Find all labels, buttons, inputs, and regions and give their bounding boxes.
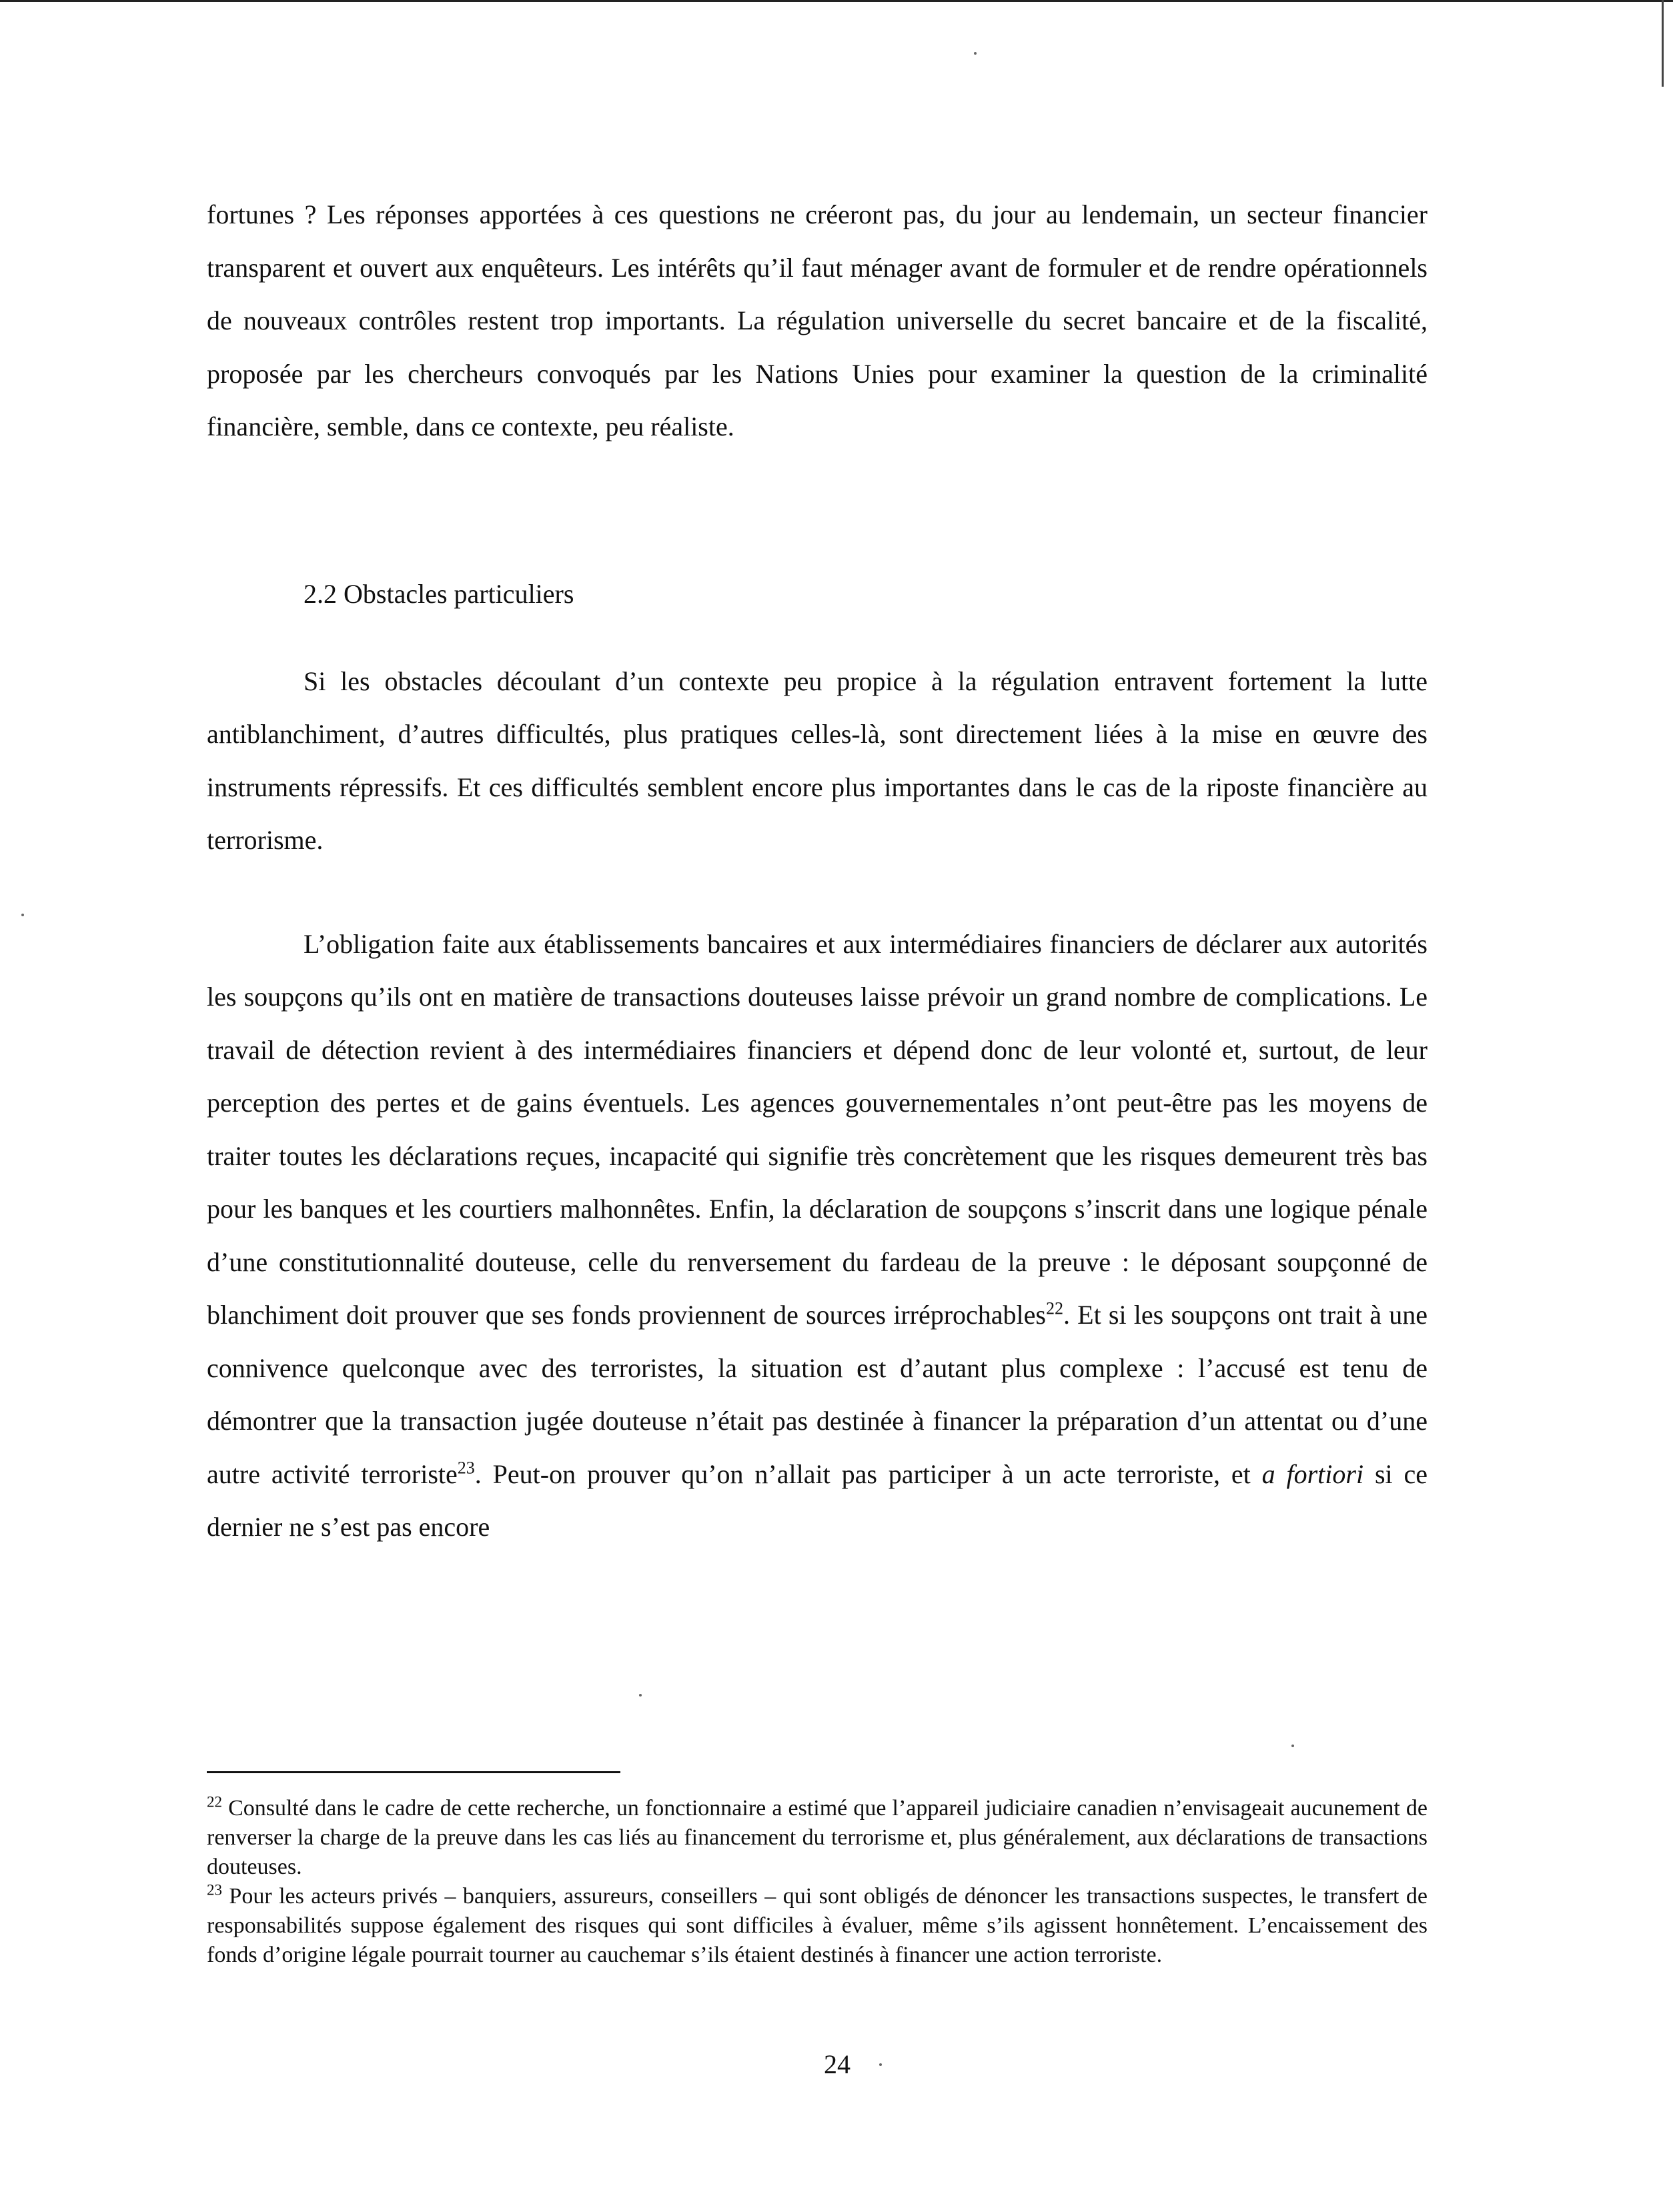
paragraph-text: si ce dernier ne s’est pas encore	[207, 1458, 1428, 1542]
footnote-text: Pour les acteurs privés – banquiers, assureurs, conseillers – qui sont obligés de dénoncer les transactions suspectes, le transfert de responsabilités suppose également des risques qui sont difficiles à évaluer, même s’ils agissent honnêtement. L’encaissement des fonds d’origine légale pourrait tourner au cauchemar s’ils étaient destinés à financer une action terroriste.	[207, 1884, 1428, 1967]
scan-speck	[639, 1694, 642, 1697]
paragraph-obligation	[207, 918, 1428, 1554]
footnote-22	[207, 1794, 1428, 1882]
paragraph-text: . Et si les soupçons ont trait à une connivence quelconque avec des terroristes, la situation est d’autant plus complexe : l’accusé est tenu de démontrer que la transaction jugée douteuse n’était pas destinée à financer la préparation d’un attentat ou d’une autre activité terroriste	[207, 1300, 1428, 1489]
section-heading: 2.2 Obstacles particuliers	[304, 578, 574, 609]
italic-term: a fortiori	[1261, 1458, 1364, 1489]
scan-speck	[879, 2063, 882, 2066]
footnote-23	[207, 1882, 1428, 1970]
page-number: 24	[824, 2049, 851, 2079]
footnote-ref-22[interactable]: 22	[1046, 1298, 1063, 1318]
footnotes-section	[207, 1794, 1428, 1970]
footnote-ref-23[interactable]: 23	[457, 1458, 475, 1478]
paragraph-text: L’obligation faite aux établissements bancaires et aux intermédiaires financiers de déclarer aux autorités les soupçons qu’ils ont en matière de transactions douteuses laisse prévoir un grand nombre de complications. Le travail de détection revient à des intermédiaires financiers et dépend donc de leur volonté et, surtout, de leur perception des pertes et de gains éventuels. Les agences gouvernementales n’ont peut-être pas les moyens de traiter toutes les déclarations reçues, incapacité qui signifie très concrètement que les risques demeurent très bas pour les banques et les courtiers malhonnêtes. Enfin, la déclaration de soupçons s’inscrit dans une logique pénale d’une constitutionnalité douteuse, celle du renversement du fardeau de la preuve : le déposant soupçonné de blanchiment doit prouver que ses fonds proviennent de sources irréprochables	[207, 928, 1428, 1330]
scan-speck	[1291, 1745, 1294, 1747]
footnote-number: 22	[207, 1793, 222, 1811]
paragraph-obstacles: Si les obstacles découlant d’un contexte peu propice à la régulation entravent fortement la lutte antiblanchiment, d’autres difficultés, plus pratiques celles-là, sont directement liées à la mise en œuvre des instruments répressifs. Et ces difficultés semblent encore plus importantes dans le cas de la riposte financière au terrorisme.	[207, 666, 1428, 855]
scan-speck	[21, 914, 24, 916]
page-body	[207, 188, 1428, 1554]
scan-speck	[974, 52, 977, 55]
paragraph-text: . Peut-on prouver qu’on n’allait pas participer à un acte terroriste, et	[474, 1458, 1262, 1489]
scan-top-border	[0, 0, 1673, 2]
scan-right-border	[1662, 0, 1664, 87]
footnote-number: 23	[207, 1881, 222, 1899]
paragraph-continuation: fortunes ? Les réponses apportées à ces questions ne créeront pas, du jour au lendemain, un secteur financier transparent et ouvert aux enquêteurs. Les intérêts qu’il faut ménager avant de formuler et de rendre opérationnels de nouveaux contrôles restent trop importants. La régulation universelle du secret bancaire et de la fiscalité, proposée par les chercheurs convoqués par les Nations Unies pour examiner la question de la criminalité financière, semble, dans ce contexte, peu réaliste.	[207, 199, 1428, 441]
footnote-separator	[207, 1771, 620, 1773]
footnote-text: Consulté dans le cadre de cette recherche, un fonctionnaire a estimé que l’appareil judiciaire canadien n’envisageait aucunement de renverser la charge de la preuve dans les cas liés au financement du terrorisme et, plus généralement, aux déclarations de transactions douteuses.	[207, 1796, 1428, 1879]
